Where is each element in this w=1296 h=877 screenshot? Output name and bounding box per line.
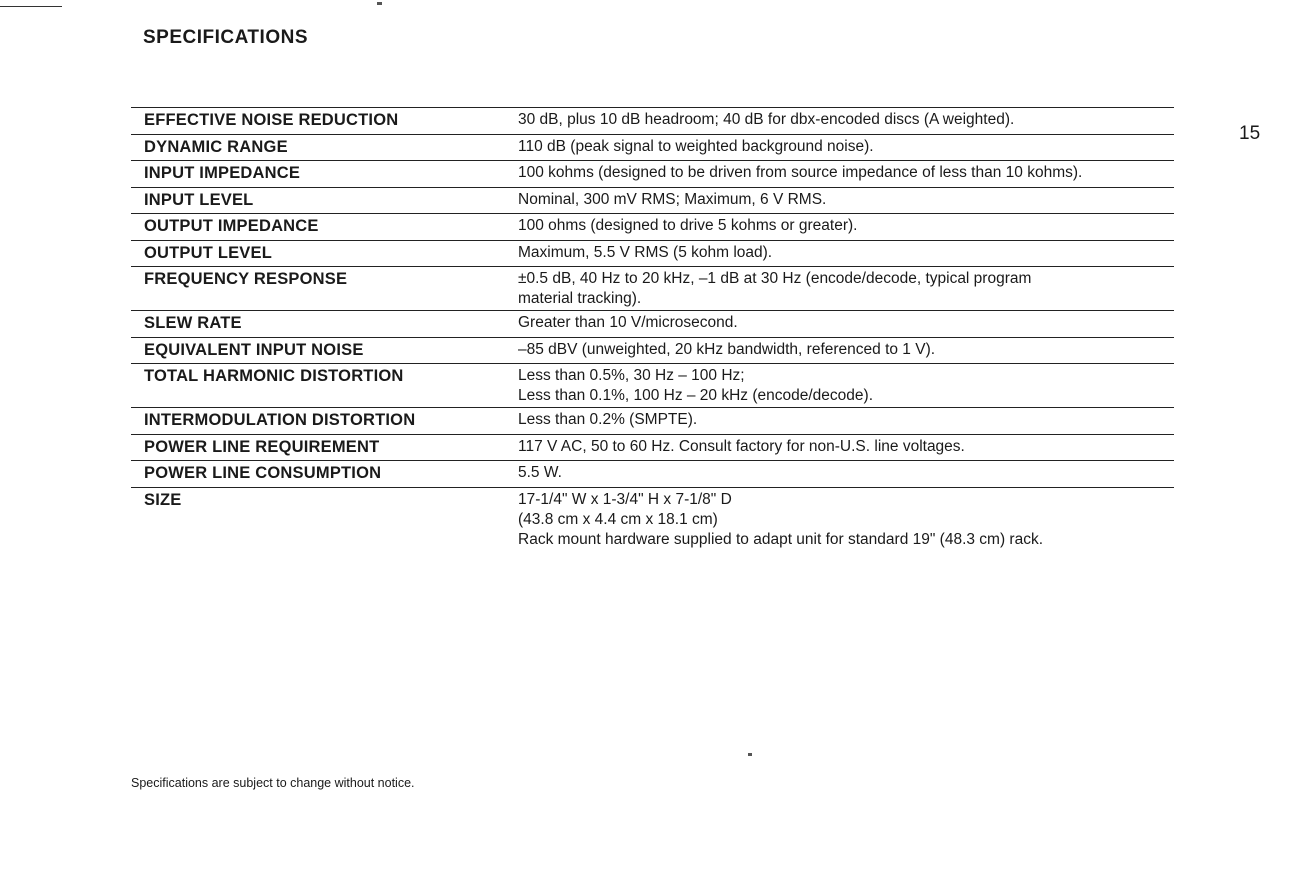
spec-value-line: 117 V AC, 50 to 60 Hz. Consult factory for non-U.S. line voltages. [518,437,965,455]
spec-table [131,107,1174,551]
spec-row [131,241,1174,268]
spec-value-line: ±0.5 dB, 40 Hz to 20 kHz, –1 dB at 30 Hz (encode/decode, typical program [518,270,1032,287]
spec-label: INPUT IMPEDANCE [144,164,301,182]
spec-value [518,188,1174,214]
spec-value [518,241,1174,267]
scan-speck [377,2,382,5]
spec-row [131,188,1174,215]
corner-scan-mark [0,6,62,7]
spec-value [518,488,1174,551]
page-title: SPECIFICATIONS [143,27,308,48]
spec-value-line: Maximum, 5.5 V RMS (5 kohm load). [518,243,773,261]
spec-value-line: material tracking). [518,290,642,307]
spec-value [518,108,1174,134]
scan-speck [748,753,752,756]
spec-value-line: –85 dBV (unweighted, 20 kHz bandwidth, referenced to 1 V). [518,340,936,358]
spec-row [131,267,1174,311]
spec-label: OUTPUT LEVEL [144,243,272,262]
spec-value-line: 5.5 W. [518,464,562,481]
spec-label: INPUT LEVEL [144,190,254,209]
spec-value-line: 17-1/4" W x 1-3/4" H x 7-1/8" D [518,490,732,508]
spec-value-line: Nominal, 300 mV RMS; Maximum, 6 V RMS. [518,190,827,208]
spec-value [518,267,1174,310]
spec-value [518,135,1174,161]
spec-row [131,214,1174,241]
spec-value-line: (43.8 cm x 4.4 cm x 18.1 cm) [518,510,718,528]
spec-label: POWER LINE REQUIREMENT [144,437,380,456]
spec-label: INTERMODULATION DISTORTION [144,411,416,429]
spec-value [518,364,1174,407]
spec-value-line: Rack mount hardware supplied to adapt unit for standard 19" (48.3 cm) rack. [518,530,1044,548]
spec-value [518,214,1174,240]
spec-value-line: 30 dB, plus 10 dB headroom; 40 dB for dbx-encoded discs (A weighted). [518,111,1015,128]
spec-row [131,311,1174,338]
spec-value-line: 110 dB (peak signal to weighted background noise). [518,137,874,155]
spec-label: SLEW RATE [144,314,242,332]
spec-row [131,135,1174,162]
spec-value-line: Less than 0.1%, 100 Hz – 20 kHz (encode/decode). [518,387,873,404]
spec-value-line: Greater than 10 V/microsecond. [518,314,738,331]
spec-value [518,311,1174,337]
spec-value-line: 100 kohms (designed to be driven from source impedance of less than 10 kohms). [518,164,1083,181]
spec-row [131,461,1174,488]
footnote: Specifications are subject to change without notice. [131,776,415,790]
page-number: 15 [1239,123,1261,144]
spec-row [131,364,1174,408]
spec-label: DYNAMIC RANGE [144,137,288,156]
spec-row [131,408,1174,435]
spec-label: EFFECTIVE NOISE REDUCTION [144,111,399,129]
spec-value [518,338,1174,364]
spec-value [518,161,1174,187]
spec-label: POWER LINE CONSUMPTION [144,464,382,482]
spec-value [518,461,1174,487]
spec-value-line: 100 ohms (designed to drive 5 kohms or greater). [518,217,858,234]
spec-label: TOTAL HARMONIC DISTORTION [144,367,404,385]
spec-value [518,435,1174,461]
spec-label: SIZE [144,490,182,509]
spec-label: FREQUENCY RESPONSE [144,270,348,288]
spec-label: EQUIVALENT INPUT NOISE [144,340,364,359]
spec-row [131,435,1174,462]
spec-value-line: Less than 0.2% (SMPTE). [518,411,698,428]
spec-value [518,408,1174,434]
spec-row [131,108,1174,135]
spec-label: OUTPUT IMPEDANCE [144,217,319,235]
spec-row [131,488,1174,551]
spec-value-line: Less than 0.5%, 30 Hz – 100 Hz; [518,367,745,384]
spec-row [131,338,1174,365]
spec-row [131,161,1174,188]
